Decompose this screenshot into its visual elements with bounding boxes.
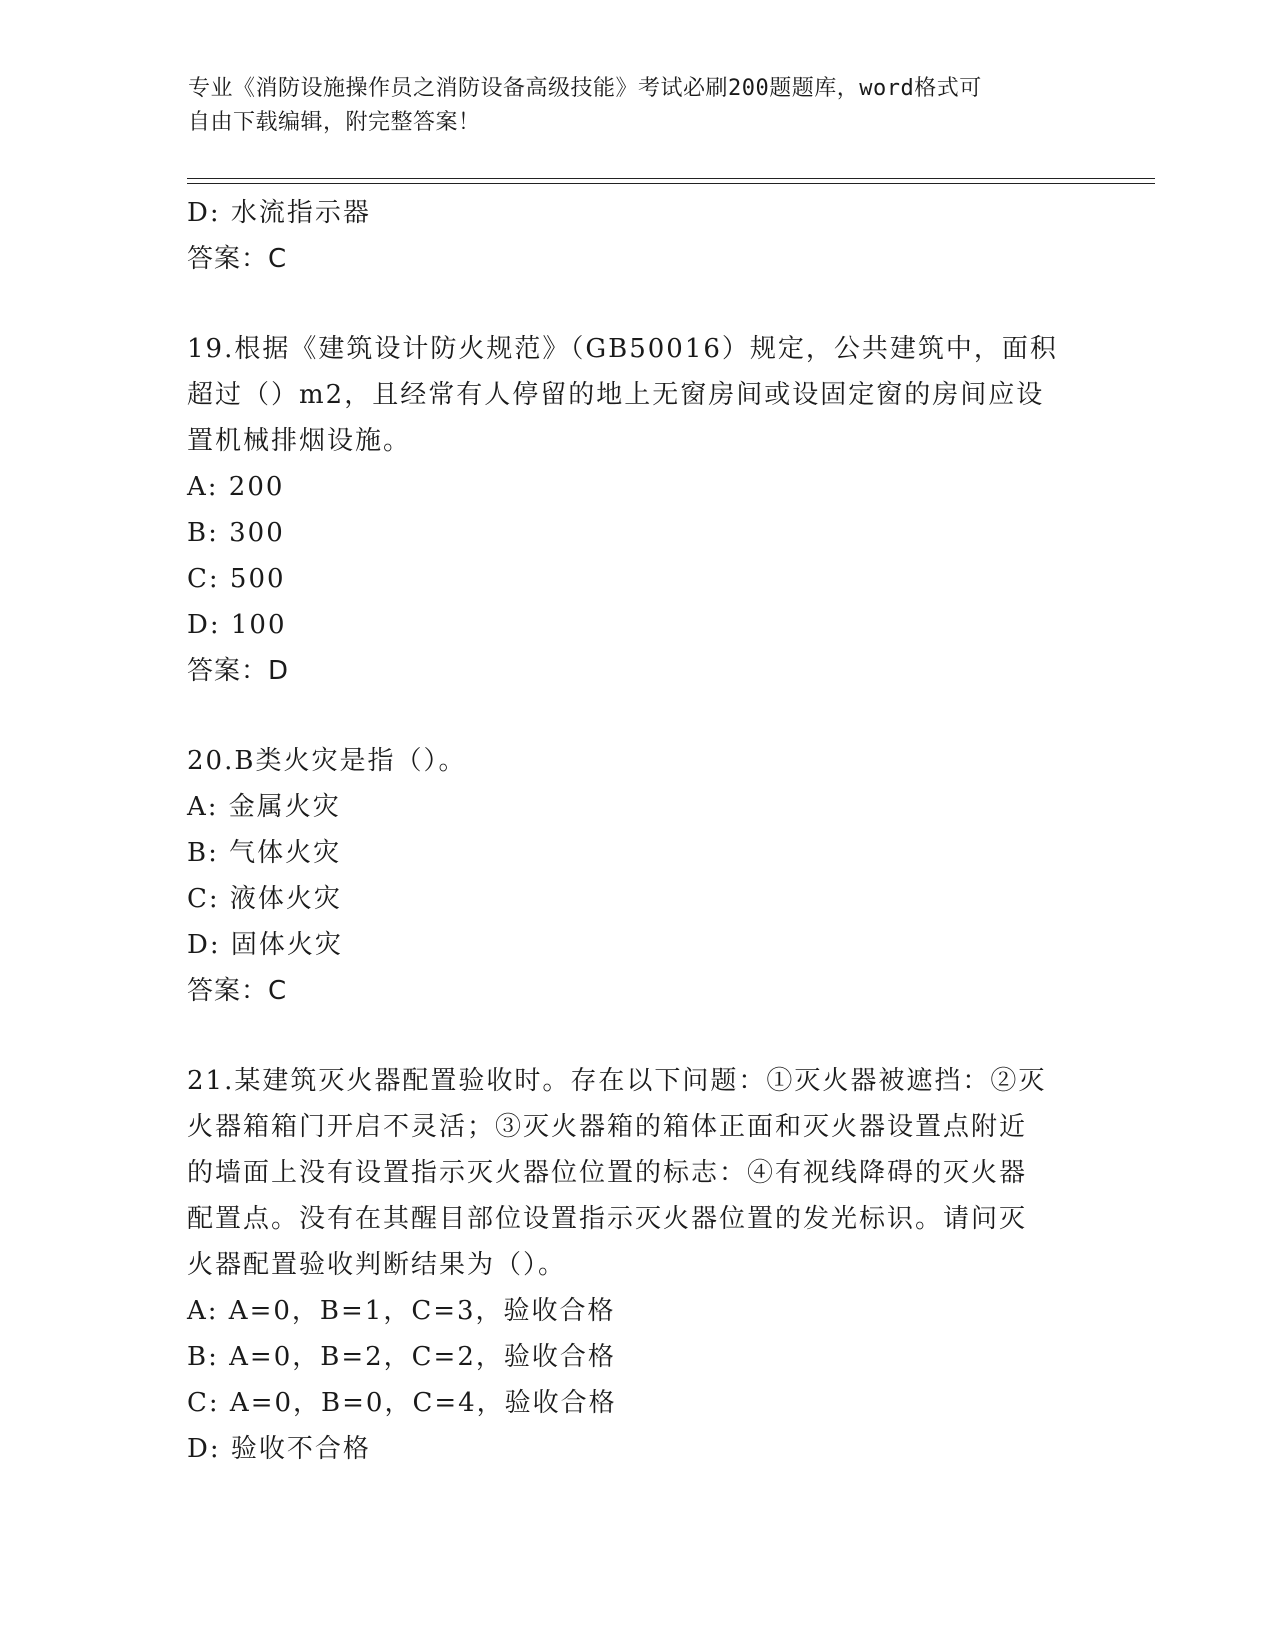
option-d: D: 固体火灾 <box>187 930 343 960</box>
option-c: C: 液体火灾 <box>187 884 342 914</box>
option-c: C: A=0，B=0，C=4，验收合格 <box>187 1388 617 1418</box>
question-spacer <box>187 1014 1087 1058</box>
option-a: A: 金属火灾 <box>187 792 341 822</box>
document-header <box>188 72 1068 140</box>
question-stem-line: 火器配置验收判断结果为（）。 <box>187 1250 567 1280</box>
prev-answer: 答案：C <box>187 244 288 274</box>
header-line-2: 自由下载编辑，附完整答案！ <box>188 110 481 135</box>
question-21 <box>187 1058 1087 1472</box>
question-spacer <box>187 694 1087 738</box>
question-stem-line: 超过（）m2，且经常有人停留的地上无窗房间或设固定窗的房间应设 <box>187 380 1045 410</box>
question-stem-line: 配置点。没有在其醒目部位设置指示灭火器位置的发光标识。请问灭 <box>187 1204 1028 1234</box>
option-a: A: A=0，B=1，C=3，验收合格 <box>187 1296 616 1326</box>
option-b: B: 气体火灾 <box>187 838 342 868</box>
question-stem-line: 火器箱箱门开启不灵活；③灭火器箱的箱体正面和灭火器设置点附近 <box>187 1112 1028 1142</box>
option-c: C: 500 <box>187 564 286 594</box>
question-19 <box>187 326 1087 694</box>
header-divider-bottom <box>187 183 1155 184</box>
question-stem-line: 21.某建筑灭火器配置验收时。存在以下问题：①灭火器被遮挡：②灭 <box>187 1066 1047 1096</box>
option-b: B: A=0，B=2，C=2，验收合格 <box>187 1342 616 1372</box>
document-body <box>187 190 1087 1472</box>
question-spacer <box>187 282 1087 326</box>
option-d: D: 100 <box>187 610 287 640</box>
question-stem-line: 19.根据《建筑设计防火规范》（GB50016）规定，公共建筑中，面积 <box>187 334 1058 364</box>
prev-option-d: D: 水流指示器 <box>187 198 371 228</box>
header-line-1: 专业《消防设施操作员之消防设备高级技能》考试必刷200题题库，word格式可 <box>188 76 982 101</box>
question-stem-line: 置机械排烟设施。 <box>187 426 412 456</box>
option-d: D: 验收不合格 <box>187 1434 371 1464</box>
question-stem-line: 的墙面上没有设置指示灭火器位位置的标志：④有视线降碍的灭火器 <box>187 1158 1028 1188</box>
question-20 <box>187 738 1087 1014</box>
option-a: A: 200 <box>187 472 285 502</box>
answer: 答案：D <box>187 656 290 686</box>
header-divider-top <box>187 178 1155 179</box>
question-stem-line: 20.B类火灾是指（）。 <box>187 746 467 776</box>
answer: 答案：C <box>187 976 288 1006</box>
option-b: B: 300 <box>187 518 285 548</box>
